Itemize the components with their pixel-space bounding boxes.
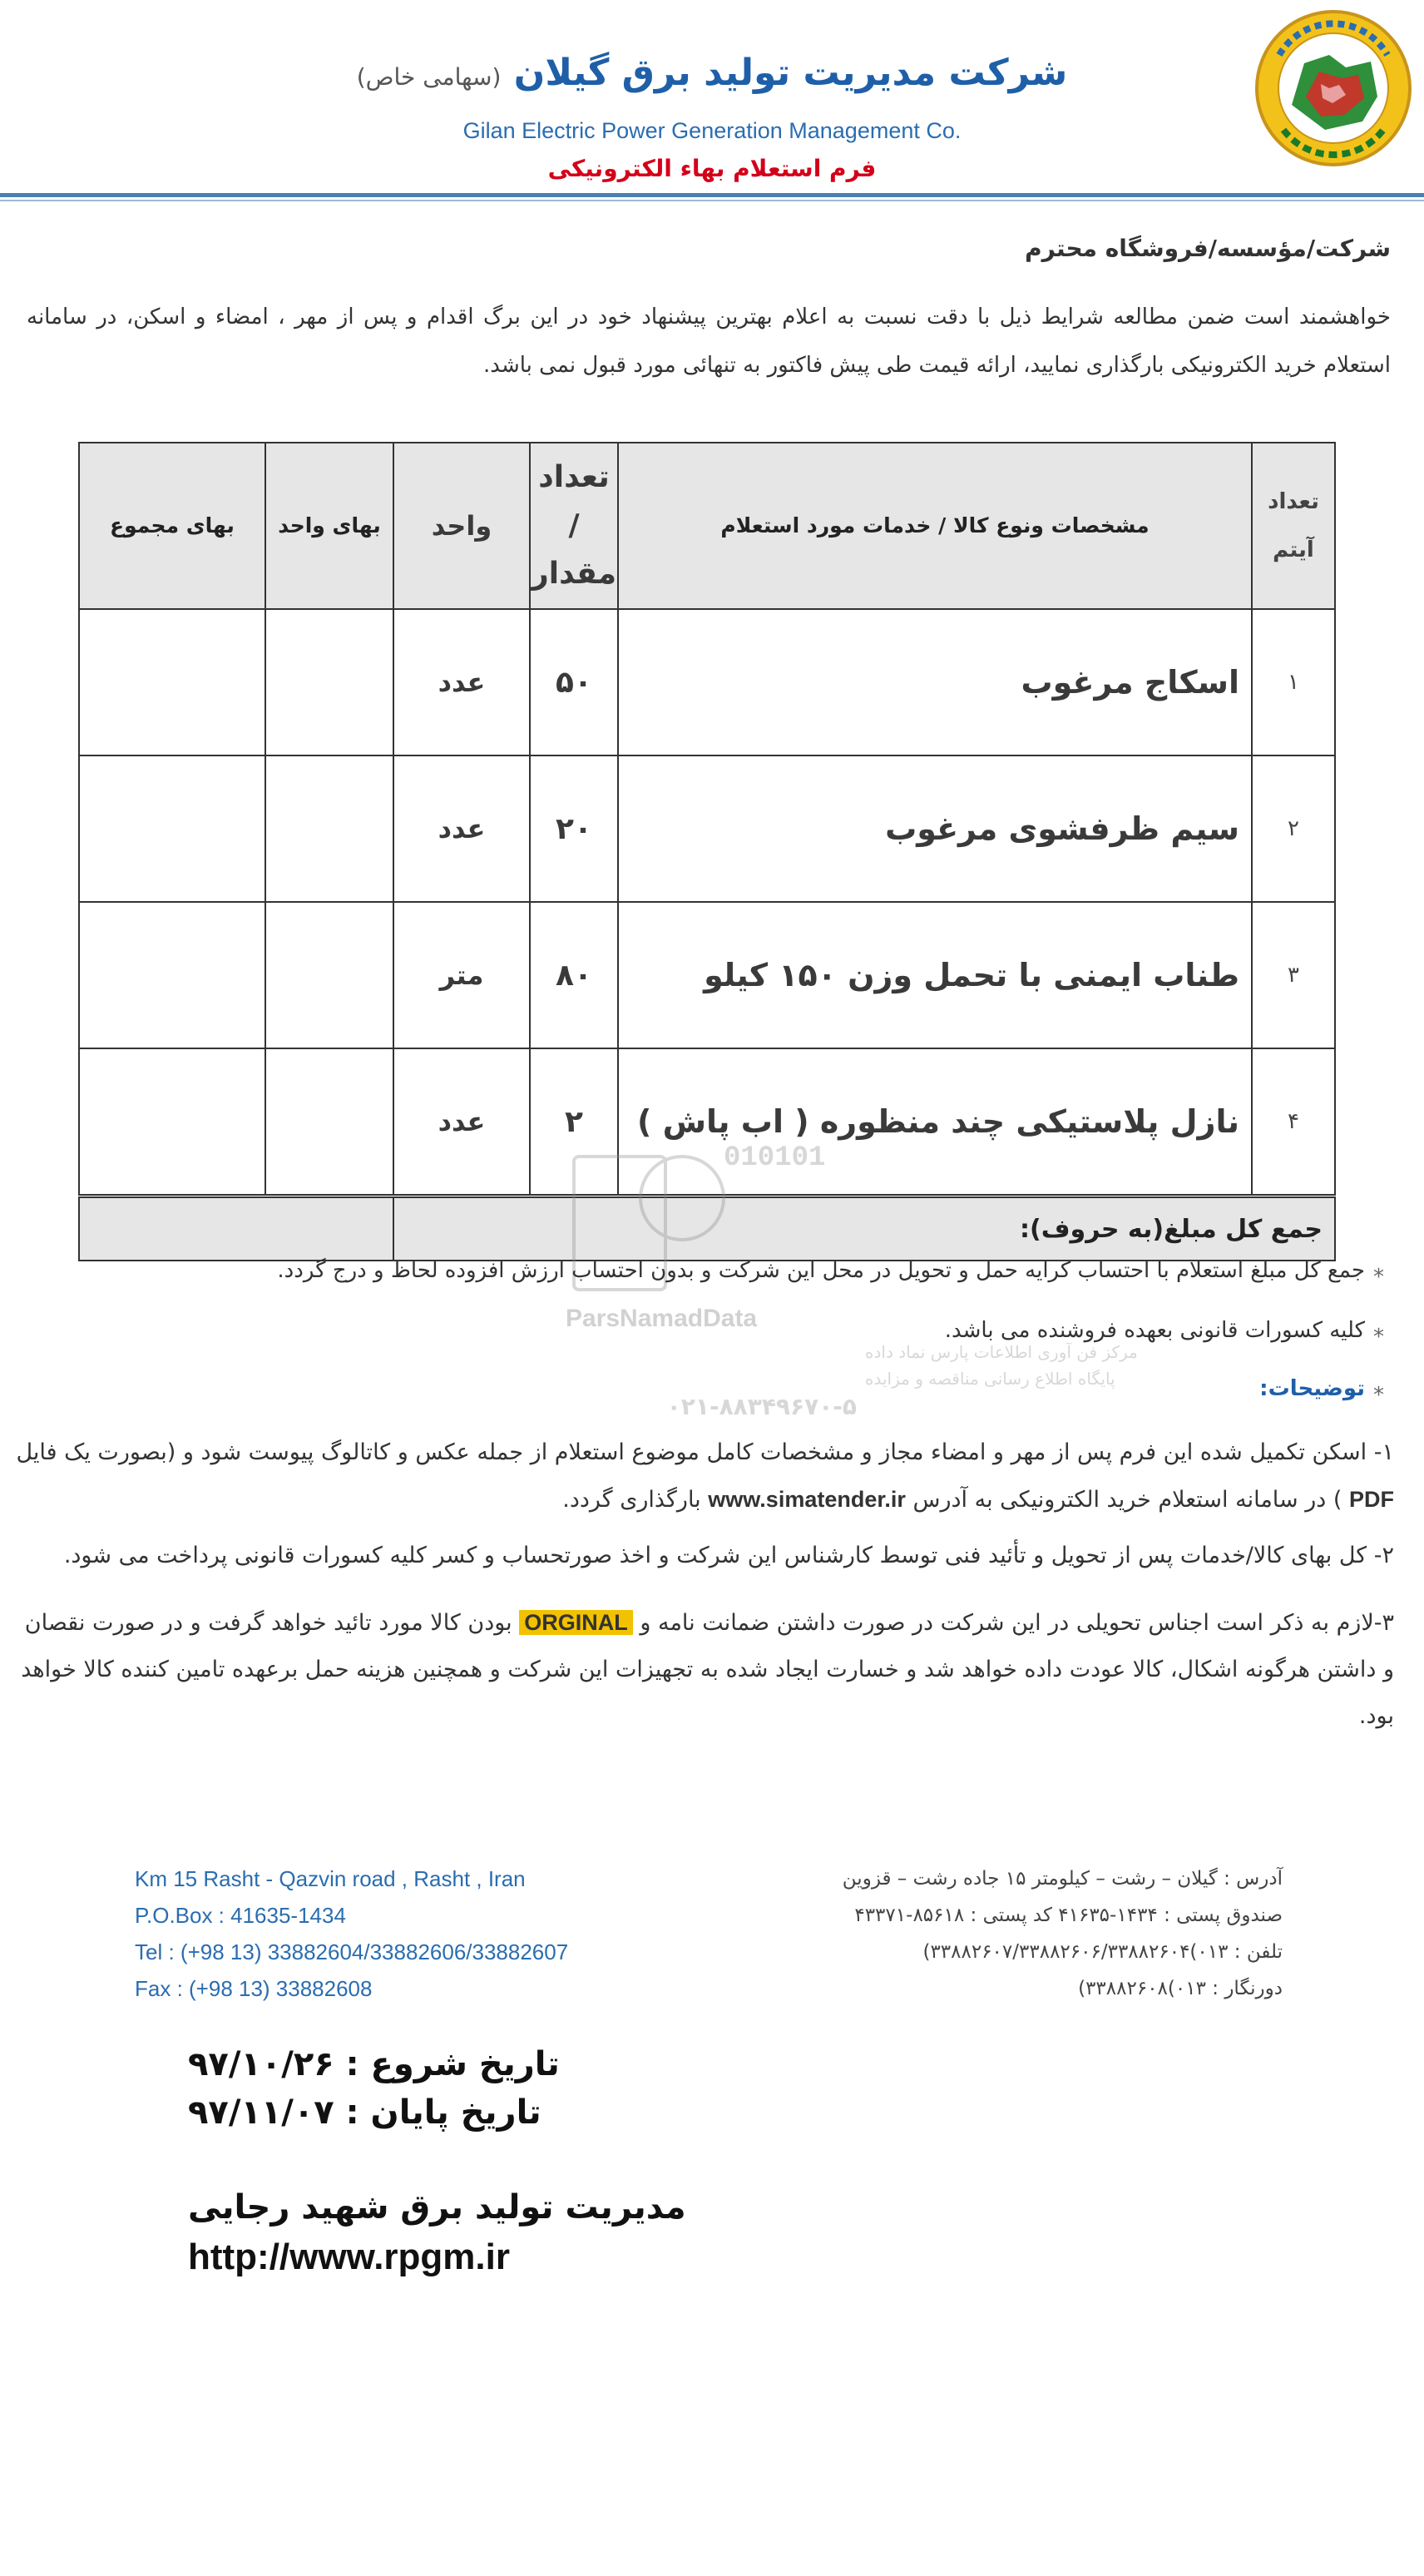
footer-url-link[interactable]: http://www.rpgm.ir: [188, 2237, 510, 2277]
watermark-line2: پایگاه اطلاع رسانی مناقصه و مزایده: [865, 1369, 1115, 1389]
note-1: [277, 1258, 1384, 1283]
clause-1: [13, 1429, 1394, 1523]
item-quantity: ۵۰: [530, 609, 618, 755]
total-price-cell[interactable]: [79, 1048, 265, 1196]
item-description: نازل پلاستیکی چند منظوره ( اب پاش ): [618, 1048, 1252, 1196]
clause-1-pdf: PDF: [1349, 1487, 1394, 1512]
company-suffix: (سهامی خاص): [356, 63, 502, 91]
note-2-text: کلیه کسورات قانونی بعهده فروشنده می باشد.: [944, 1318, 1365, 1343]
address-en: [135, 1860, 568, 2007]
header-divider-thin: [0, 200, 1424, 201]
asterisk-icon: ⁎: [1373, 1258, 1384, 1283]
unit-price-cell[interactable]: [265, 755, 393, 902]
watermark-binary: 010101: [724, 1142, 826, 1174]
header-row-number: تعداد آیتم: [1252, 443, 1335, 609]
address-en-pobox: P.O.Box : 41635-1434: [135, 1903, 346, 1928]
address-fa-fax: دورنگار : ۰۱۳)۳۳۸۸۲۶۰۸): [1078, 1978, 1283, 1999]
table-row: [79, 755, 1335, 902]
row-number: ۴: [1252, 1048, 1335, 1196]
total-price-cell[interactable]: [79, 755, 265, 902]
form-title: فرم استعلام بهاء الکترونیکی: [547, 155, 877, 182]
header-unit: واحد: [393, 443, 530, 609]
total-price-cell[interactable]: [79, 902, 265, 1048]
end-date: تاریخ پایان : ۹۷/۱۱/۰۷: [188, 2093, 541, 2132]
item-quantity: ۸۰: [530, 902, 618, 1048]
original-highlight: ORGINAL: [519, 1610, 633, 1635]
unit-price-cell[interactable]: [265, 1048, 393, 1196]
unit-price-cell[interactable]: [265, 902, 393, 1048]
item-unit: عدد: [393, 755, 530, 902]
unit-price-cell[interactable]: [265, 609, 393, 755]
salutation: شرکت/مؤسسه/فروشگاه محترم: [1025, 235, 1391, 262]
address-en-tel: Tel : (+98 13) 33882604/33882606/33882607: [135, 1939, 569, 1964]
watermark-brand: ParsNamadData: [566, 1305, 758, 1332]
row-number: ۱: [1252, 609, 1335, 755]
watermark-line1: مرکز فن آوری اطلاعات پارس نماد داده: [865, 1342, 1138, 1362]
company-name-fa: شرکت مدیریت تولید برق گیلان: [513, 52, 1068, 94]
item-quantity: ۲۰: [530, 755, 618, 902]
item-unit: عدد: [393, 609, 530, 755]
inquiry-table: [78, 442, 1336, 1261]
note-1-text: جمع کل مبلغ استعلام با احتساب کرایه حمل و تحویل در محل این شرکت و بدون احتساب ارزش افزوده لحاظ و درج گردد.: [277, 1258, 1365, 1283]
notes-title: توضیحات:: [1259, 1376, 1365, 1401]
start-date: تاریخ شروع : ۹۷/۱۰/۲۶: [188, 2045, 560, 2083]
clause-1-text-a: ۱- اسکن تکمیل شده این فرم پس از مهر و امضاء مجاز و مشخصات کامل موضوع استعلام از جمله عکس و کاتالوگ پیوست شود و (بصورت یک فایل: [16, 1439, 1394, 1465]
address-fa: [843, 1860, 1283, 2007]
address-en-line: Km 15 Rasht - Qazvin road , Rasht , Iran: [135, 1866, 526, 1891]
item-unit: عدد: [393, 1048, 530, 1196]
item-description: سیم ظرفشوی مرغوب: [618, 755, 1252, 902]
clause-2: ۲- کل بهای کالا/خدمات پس از تحویل و تأئید فنی توسط کارشناس این شرکت و اخذ صورتحساب و کسر کلیه کسورات قانونی پرداخت می شود.: [63, 1543, 1394, 1568]
clause-1-text-b: ) در سامانه استعلام خرید الکترونیکی به آدرس: [912, 1487, 1342, 1513]
clause-3-text-b: بودن کالا مورد تائید خواهد گرفت و در صورت نقصان و داشتن هرگونه اشکال، کالا عودت داده خواهد شد و خسارت ایجاد شده به تجهیزات این شرکت و همچنین هزینه حمل برعهده تامین کننده کالا خواهد بود.: [21, 1610, 1394, 1729]
clause-3: [13, 1599, 1394, 1740]
row-number: ۲: [1252, 755, 1335, 902]
item-description: اسکاج مرغوب: [618, 609, 1252, 755]
item-unit: متر: [393, 902, 530, 1048]
table-row: [79, 902, 1335, 1048]
footer-organization: مدیریت تولید برق شهید رجایی: [188, 2188, 686, 2227]
address-fa-pobox: صندوق پستی : ۱۴۳۴-۴۱۶۳۵ کد پستی : ۸۵۶۱۸-۴۳۳۷۱: [854, 1905, 1283, 1926]
row-number: ۳: [1252, 902, 1335, 1048]
header-total-price: بهای مجموع: [79, 443, 265, 609]
total-amount-label: جمع کل مبلغ(به حروف):: [393, 1196, 1335, 1261]
clause-1-text-c: بارگذاری گردد.: [562, 1487, 701, 1513]
note-2: [945, 1318, 1384, 1343]
asterisk-icon: ⁎: [1373, 1376, 1384, 1401]
header-divider: [0, 193, 1424, 197]
notes-title-line: [1259, 1376, 1384, 1401]
clause-3-text-a: ۳-لازم به ذکر است اجناس تحویلی در این شرکت در صورت داشتن ضمانت نامه و: [640, 1610, 1394, 1636]
header-unit-price: بهای واحد: [265, 443, 393, 609]
item-description: طناب ایمنی با تحمل وزن ۱۵۰ کیلو: [618, 902, 1252, 1048]
simatender-link[interactable]: www.simatender.ir: [708, 1487, 906, 1512]
address-en-fax: Fax : (+98 13) 33882608: [135, 1976, 373, 2001]
intro-paragraph: خواهشمند است ضمن مطالعه شرایط ذیل با دقت نسبت به اعلام بهترین پیشنهاد خود در این برگ اقدام و پس از مهر ، امضاء و اسکن، در سامانه استعلام خرید الکترونیکی بارگذاری نمایید، ارائه قیمت طی پیش فاکتور به تنهائی مورد قبول نمی باشد.: [27, 305, 1391, 378]
company-logo: [1246, 5, 1421, 171]
asterisk-icon: ⁎: [1373, 1318, 1384, 1343]
header-description: مشخصات ونوع کالا / خدمات مورد استعلام: [618, 443, 1252, 609]
table-row: [79, 609, 1335, 755]
total-amount-cell[interactable]: [79, 1196, 393, 1261]
address-fa-line: آدرس : گیلان – رشت – کیلومتر ۱۵ جاده رشت – قزوین: [842, 1868, 1283, 1890]
company-title: [0, 52, 1424, 94]
address-fa-tel: تلفن : ۰۱۳)۳۳۸۸۲۶۰۷/۳۳۸۸۲۶۰۶/۳۳۸۸۲۶۰۴): [922, 1941, 1283, 1963]
table-header-row: [79, 443, 1335, 609]
company-name-en: Gilan Electric Power Generation Management Co.: [462, 118, 962, 143]
header-quantity: تعداد / مقدار: [530, 443, 618, 609]
total-price-cell[interactable]: [79, 609, 265, 755]
item-quantity: ۲: [530, 1048, 618, 1196]
watermark-phone: ۰۲۱-۸۸۳۴۹۶۷۰-۵: [666, 1393, 857, 1420]
